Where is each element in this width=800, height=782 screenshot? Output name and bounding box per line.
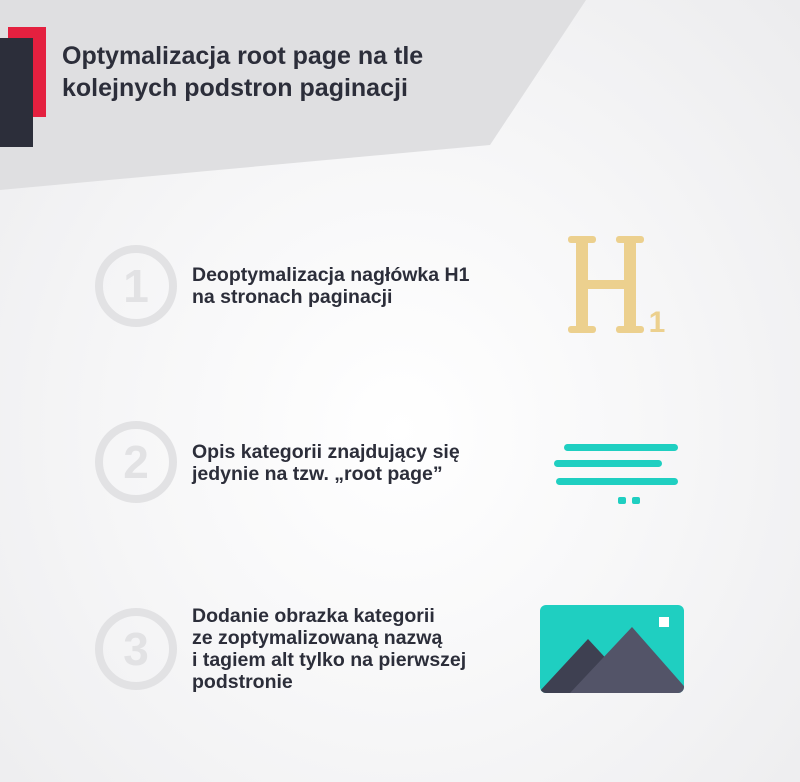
- item-3-line-4: podstronie: [192, 671, 293, 693]
- item-3-line-1: Dodanie obrazka kategorii: [192, 605, 435, 627]
- number-badge-1: [94, 244, 178, 328]
- image-icon: [540, 605, 684, 693]
- item-2-line-1: Opis kategorii znajdujący się: [192, 441, 460, 463]
- item-1-text: [192, 264, 532, 308]
- item-3-line-3: i tagiem alt tylko na pierwszej: [192, 649, 467, 671]
- page-title-line-2: kolejnych podstron paginacji: [62, 74, 408, 102]
- item-1-line-2: na stronach paginacji: [192, 286, 393, 308]
- number-badge-2-text: 2: [123, 436, 149, 488]
- number-badge-3: [94, 607, 178, 691]
- header-accent-bars: [0, 0, 60, 160]
- item-3-text: [192, 605, 532, 693]
- item-3-line-2: ze zoptymalizowaną nazwą: [192, 627, 443, 649]
- h1-heading-icon: [560, 230, 672, 340]
- h1-subscript: 1: [648, 306, 666, 339]
- item-2-text: [192, 441, 532, 485]
- text-lines-icon: [554, 440, 682, 510]
- item-2-line-2: jedynie na tzw. „root page”: [192, 463, 443, 485]
- number-badge-1-text: 1: [123, 260, 149, 312]
- number-badge-3-text: 3: [123, 623, 149, 675]
- page-title: [62, 40, 522, 104]
- item-1-line-1: Deoptymalizacja nagłówka H1: [192, 264, 470, 286]
- number-badge-2: [94, 420, 178, 504]
- page-title-line-1: Optymalizacja root page na tle: [62, 42, 424, 70]
